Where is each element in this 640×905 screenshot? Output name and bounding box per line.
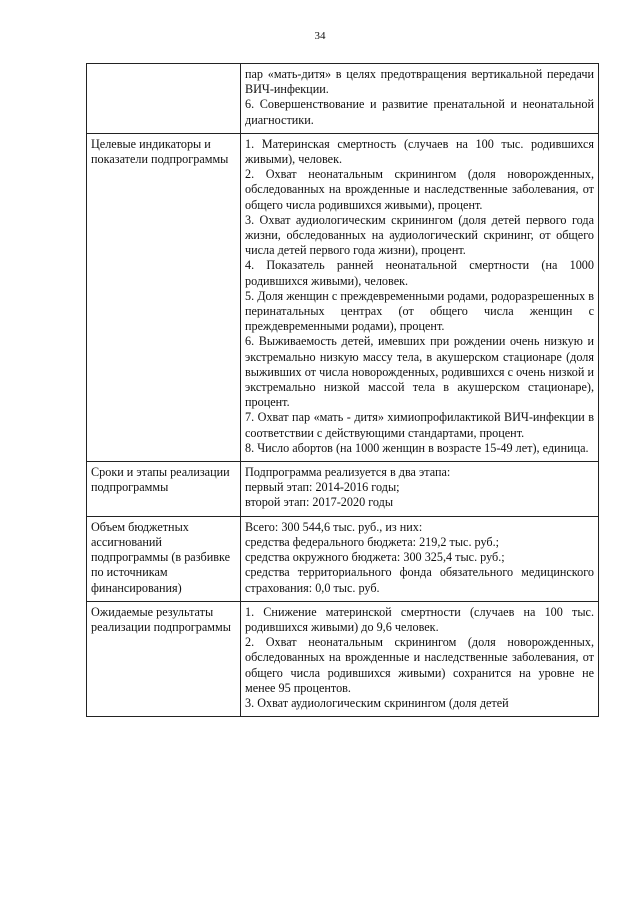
content-paragraph: 2. Охват неонатальным скринингом (доля новорожденных, обследованных на врожденные и наследственные заболевания, от общего числа родившихся живыми), процент.: [245, 167, 594, 212]
content-paragraph: Всего: 300 544,6 тыс. руб., из них:: [245, 519, 423, 534]
content-paragraph: 1. Материнская смертность (случаев на 100 тыс. родившихся живыми), человек.: [245, 136, 594, 167]
content-paragraph: второй этап: 2017-2020 годы: [245, 495, 394, 510]
content-paragraph: Подпрограмма реализуется в два этапа:: [245, 465, 451, 480]
content-paragraph: средства территориального фонда обязательного медицинского страхования: 0,0 тыс. руб.: [245, 565, 594, 595]
row-label: Объем бюджетных ассигнований подпрограммы (в разбивке по источникам финансирования): [87, 516, 241, 601]
table-row-target-indicators: [87, 133, 599, 461]
row-label: [87, 64, 241, 134]
content-paragraph: 6. Выживаемость детей, имевших при рождении очень низкую и экстремально низкую массу тела, в акушерском стационаре (доля выживших от числа новорожденных, родившихся с очень низкой и экстремально низкой массой тела в акушерском стационаре), процент.: [245, 334, 594, 410]
content-paragraph: средства федерального бюджета: 219,2 тыс. руб.;: [245, 534, 500, 549]
table-row-continuation: [87, 64, 599, 134]
content-paragraph: 1. Снижение материнской смертности (случаев на 100 тыс. родившихся живыми) до 9,6 человек.: [245, 604, 594, 634]
content-paragraph: 6. Совершенствование и развитие пренатальной и неонатальной диагностики.: [245, 97, 594, 127]
table-row-timing: [87, 462, 599, 517]
row-content: [241, 601, 599, 716]
content-paragraph: 2. Охват неонатальным скринингом (доля новорожденных, обследованных на врожденные и наследственные заболевания, от общего числа родившихся живыми) сохранится на уровне не менее 95 процентов.: [245, 635, 594, 695]
content-paragraph: 4. Показатель ранней неонатальной смертности (на 1000 родившихся живыми), человек.: [245, 258, 594, 288]
content-paragraph: 3. Охват аудиологическим скринингом (доля детей первого года жизни, обследованных на аудиологический скрининг, от общего числа детей первого года жизни), процент.: [245, 212, 594, 258]
row-content: [241, 133, 599, 461]
row-content: [241, 516, 599, 601]
content-paragraph: средства окружного бюджета: 300 325,4 тыс. руб.;: [245, 550, 505, 565]
content-paragraph: 3. Охват аудиологическим скринингом (доля детей: [245, 695, 509, 710]
content-paragraph: первый этап: 2014-2016 годы;: [245, 480, 400, 495]
row-content: [241, 462, 599, 517]
content-paragraph: пар «мать-дитя» в целях предотвращения вертикальной передачи ВИЧ-инфекции.: [245, 67, 594, 97]
row-content: [241, 64, 599, 134]
table-row-expected-results: [87, 601, 599, 716]
content-paragraph: 5. Доля женщин с преждевременными родами, родоразрешенных в перинатальных центрах (от общего числа женщин с преждевременными родами), процент.: [245, 288, 594, 334]
row-label: Ожидаемые результаты реализации подпрограммы: [87, 601, 241, 716]
row-label: Сроки и этапы реализации подпрограммы: [87, 462, 241, 517]
content-paragraph: 8. Число абортов (на 1000 женщин в возрасте 15-49 лет), единица.: [245, 440, 589, 455]
page-number: 34: [314, 30, 326, 42]
content-paragraph: 7. Охват пар «мать - дитя» химиопрофилактикой ВИЧ-инфекции в соответствии с действующими стандартами, процент.: [245, 410, 594, 440]
passport-table: [86, 63, 599, 717]
table-row-budget: [87, 516, 599, 601]
row-label: Целевые индикаторы и показатели подпрограммы: [87, 133, 241, 461]
